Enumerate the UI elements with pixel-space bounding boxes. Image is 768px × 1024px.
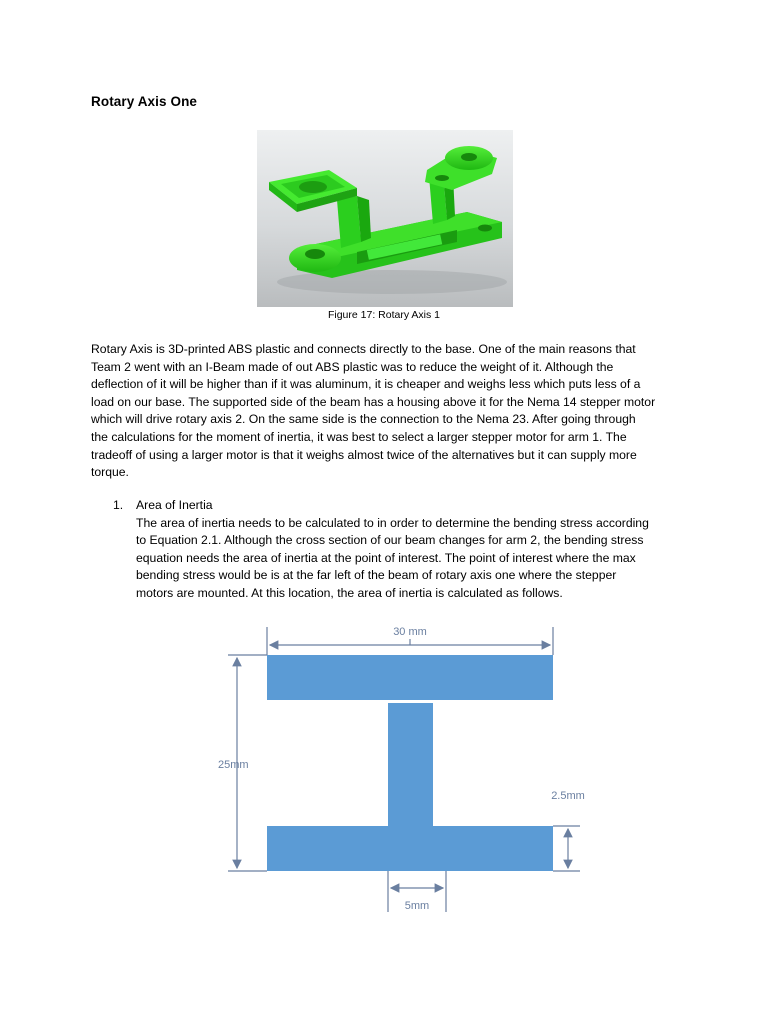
- width-dimension-label: 30 mm: [393, 626, 427, 638]
- section-heading: Rotary Axis One: [91, 94, 198, 109]
- paragraph-line: Rotary Axis is 3D-printed ABS plastic and connects directly to the base. One of the main reasons that: [91, 342, 636, 356]
- paragraph-line: the calculations for the moment of inertia, it was best to select a larger stepper motor for arm 1. The: [91, 429, 627, 444]
- height-dimension-label: 25mm: [218, 759, 249, 771]
- list-body-line: equation needs the area of inertia at the point of interest. The point of interest where the max: [136, 550, 636, 565]
- body-paragraph: [91, 341, 681, 482]
- paragraph-line: deflection of it will be higher than if it was aluminum, it is cheaper and weighs less which puts less of a: [91, 377, 641, 392]
- rotary-axis-render: [257, 130, 513, 307]
- list-item-body: [136, 515, 726, 603]
- bottom-flange: [267, 826, 553, 871]
- list-number: 1.: [113, 498, 124, 512]
- web-width-label: 5mm: [404, 900, 430, 912]
- paragraph-line: load on our base. The supported side of the beam has a housing above it for the Nema 14 stepper motor: [91, 394, 656, 409]
- list-body-line: The area of inertia needs to be calculated to in order to determine the bending stress according: [136, 515, 649, 530]
- paragraph-line: Team 2 went with an I-Beam made of out ABS plastic was to reduce the weight of it. Although the: [91, 359, 614, 374]
- figure-caption: Figure 17: Rotary Axis 1: [327, 309, 441, 321]
- list-body-line: to Equation 2.1. Although the cross section of our beam changes for arm 2, the bending stress: [136, 533, 644, 548]
- paragraph-line: torque.: [91, 465, 129, 480]
- web: [388, 703, 433, 827]
- list-body-line: motors are mounted. At this location, the area of inertia is calculated as follows.: [136, 585, 563, 600]
- paragraph-line: which will drive rotary axis 2. On the same side is the connection to the Nema 23. After going through: [91, 412, 636, 427]
- flange-thickness-label: 2.5mm: [551, 790, 585, 802]
- list-body-line: bending stress would be is at the far left of the beam of rotary axis one where the stepper: [136, 568, 617, 583]
- list-item-title: Area of Inertia: [136, 498, 213, 512]
- rotary-axis-3d-model-image: [257, 130, 513, 307]
- paragraph-line: tradeoff of using a larger motor is that it weighs almost twice of the alternatives but it can supply more: [91, 447, 637, 462]
- top-flange: [267, 655, 553, 700]
- i-beam-cross-section-diagram: [200, 615, 600, 920]
